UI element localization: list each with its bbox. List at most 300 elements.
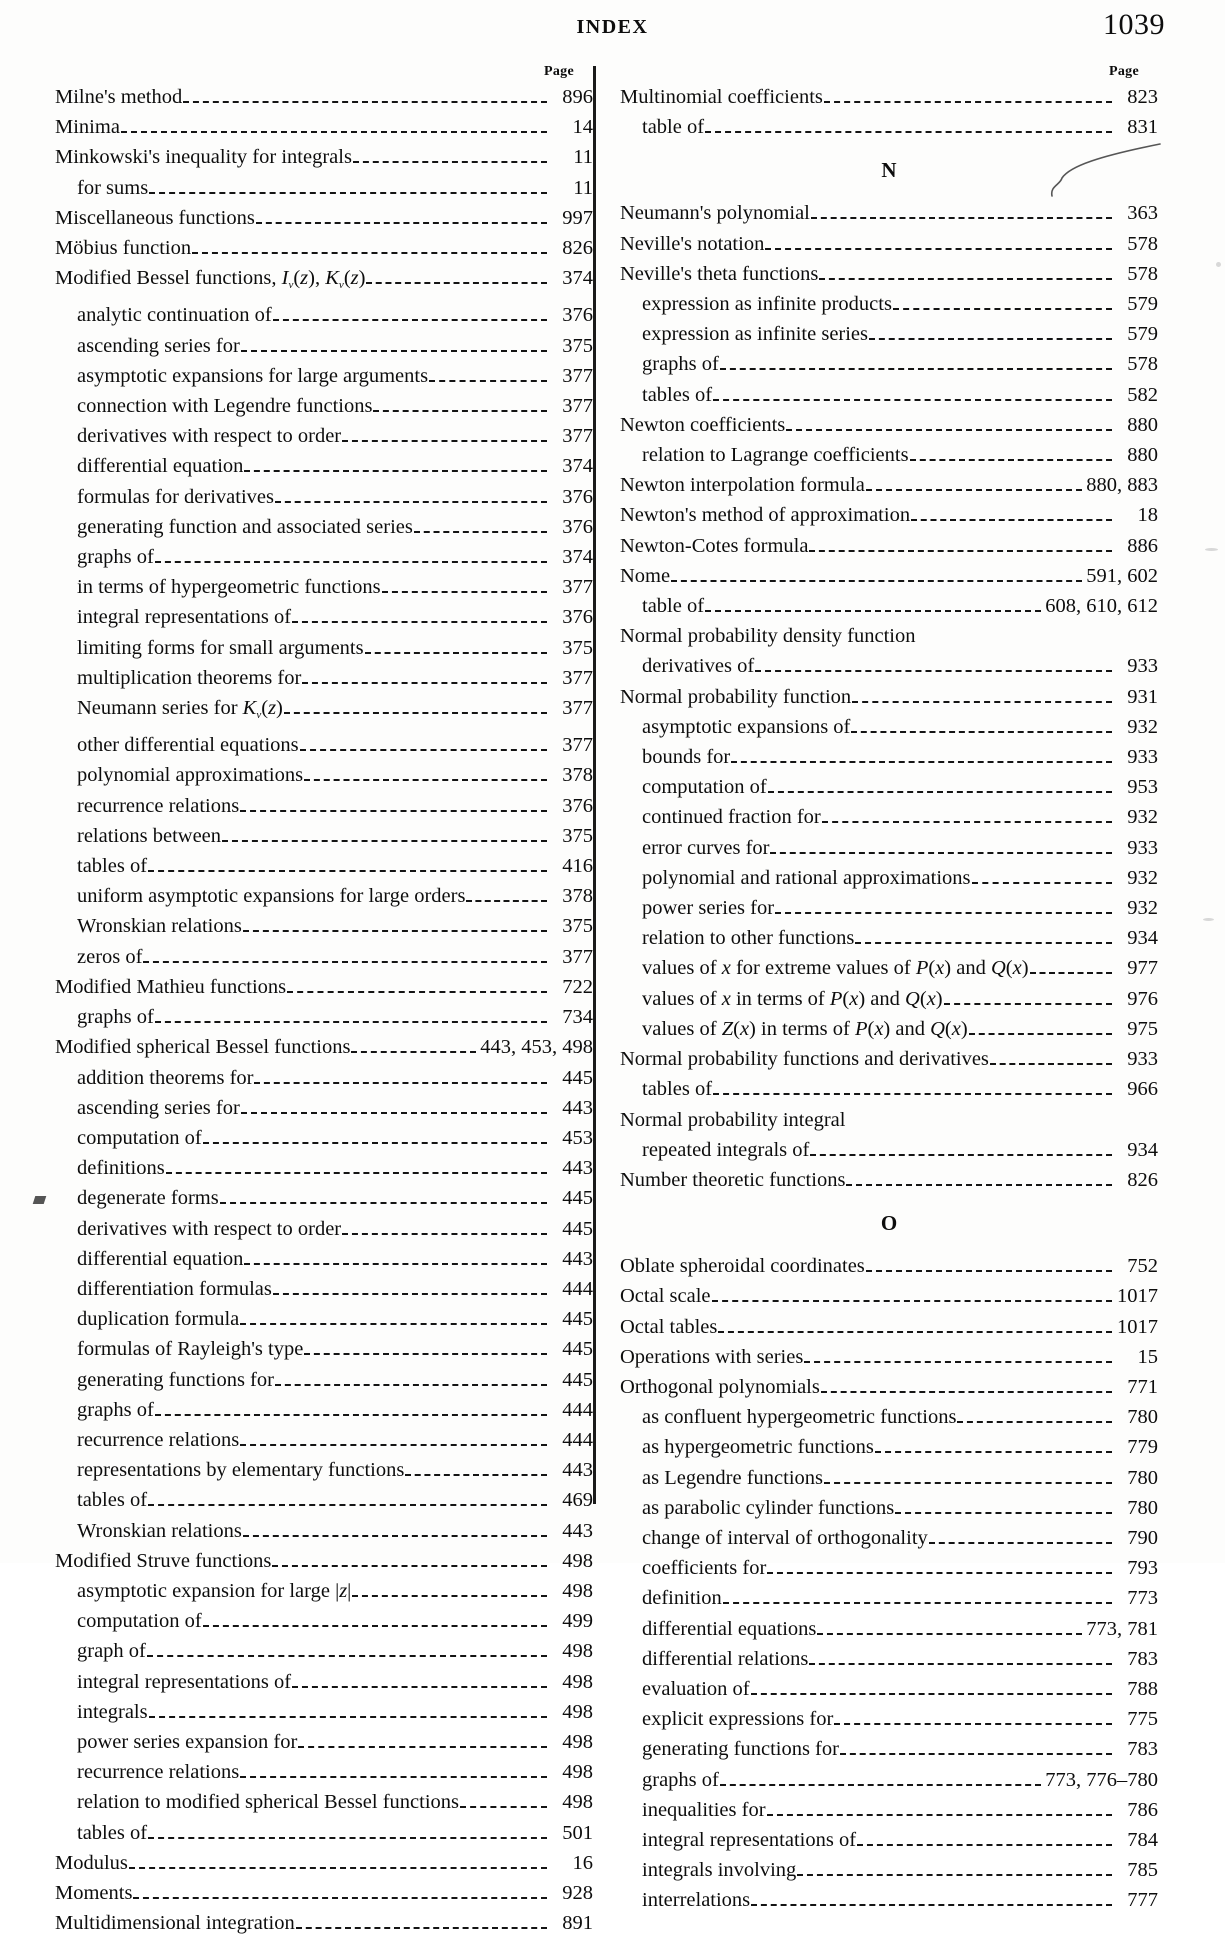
dot-leader <box>705 610 1041 612</box>
index-entry-label: tables of <box>642 383 713 406</box>
index-entry-label: derivatives with respect to order <box>77 1217 342 1240</box>
page-column-header-left <box>55 62 593 82</box>
index-entry[interactable] <box>620 1432 1158 1462</box>
index-entry-page: 377 <box>562 395 593 418</box>
index-entry[interactable] <box>620 198 1158 228</box>
section-letter-o: O <box>880 1211 898 1236</box>
index-entry-page: 823 <box>1127 86 1158 108</box>
index-entry-label: differential equation <box>77 455 244 478</box>
index-entry-label: relation to Lagrange coefficients <box>642 444 909 467</box>
index-entry[interactable] <box>55 1093 593 1123</box>
index-entry-page: 793 <box>1127 1557 1158 1580</box>
index-entry[interactable] <box>55 263 593 300</box>
dot-leader <box>460 1806 547 1808</box>
index-entry-page: 790 <box>1127 1526 1158 1549</box>
dot-leader <box>244 470 547 472</box>
index-entry-page: 780 <box>1127 1406 1158 1429</box>
dot-leader <box>768 791 1112 793</box>
index-entry-label: differential relations <box>642 1647 809 1670</box>
index-entry[interactable] <box>55 233 593 263</box>
index-entry[interactable] <box>620 1463 1158 1493</box>
index-entry-label: as hypergeometric functions <box>642 1436 874 1459</box>
dot-leader <box>203 1625 547 1627</box>
index-entries-left <box>55 82 593 1938</box>
index-entry-label: Wronskian relations <box>77 1519 242 1542</box>
index-entry-label: recurrence relations <box>77 794 240 817</box>
dot-leader <box>720 368 1112 370</box>
index-entry[interactable] <box>55 1183 593 1213</box>
index-entry[interactable] <box>55 203 593 233</box>
dot-leader <box>241 350 547 352</box>
index-entry-page: 880 <box>1127 413 1158 436</box>
index-entry-page: 896 <box>562 86 593 108</box>
dot-leader <box>910 459 1112 461</box>
index-entry[interactable] <box>55 421 593 451</box>
dot-leader <box>969 1033 1112 1035</box>
index-entry[interactable] <box>55 391 593 421</box>
index-entry[interactable] <box>620 82 1158 112</box>
dot-leader <box>287 991 547 993</box>
index-entry[interactable] <box>55 942 593 972</box>
index-entry-label: power series for <box>642 897 775 920</box>
index-entry-page: 752 <box>1127 1255 1158 1278</box>
index-entry[interactable] <box>620 289 1158 319</box>
dot-leader <box>911 519 1112 521</box>
index-entry-label: bounds for <box>642 746 731 769</box>
index-entry-page: 773 <box>1127 1587 1158 1610</box>
paper-speck <box>1203 918 1214 921</box>
index-entry[interactable] <box>55 512 593 542</box>
dot-leader <box>755 670 1112 672</box>
index-entry[interactable] <box>55 572 593 602</box>
index-entry[interactable] <box>55 173 593 203</box>
index-entry[interactable] <box>55 361 593 391</box>
index-entry[interactable] <box>55 1516 593 1546</box>
index-entry[interactable] <box>620 953 1158 983</box>
index-entry[interactable] <box>620 1553 1158 1583</box>
index-entry[interactable] <box>55 972 593 1002</box>
index-entry-page: 498 <box>562 1670 593 1693</box>
index-entry[interactable] <box>620 1372 1158 1402</box>
index-entry-label: uniform asymptotic expansions for large orders <box>77 885 466 908</box>
index-entry-label: computation of <box>642 776 767 799</box>
index-entry-label: values of x in terms of P(x) and Q(x) <box>642 987 943 1010</box>
dot-leader <box>148 1504 547 1506</box>
dot-leader <box>342 440 547 442</box>
index-entry[interactable] <box>620 1165 1158 1195</box>
index-entry[interactable] <box>620 1704 1158 1734</box>
index-entry[interactable] <box>620 1583 1158 1613</box>
dot-leader <box>712 1300 1113 1302</box>
index-entry-page: 376 <box>562 515 593 538</box>
index-entry[interactable] <box>620 712 1158 742</box>
index-entry-label: in terms of hypergeometric functions <box>77 576 381 599</box>
index-entry[interactable] <box>620 349 1158 379</box>
dot-leader <box>957 1421 1112 1423</box>
dot-leader <box>149 192 547 194</box>
index-entry[interactable] <box>55 1214 593 1244</box>
index-entry-label: tables of <box>77 1489 148 1512</box>
index-entry[interactable] <box>620 802 1158 832</box>
index-entry-page: 933 <box>1127 655 1158 678</box>
index-entry-page: 498 <box>562 1791 593 1814</box>
index-entry[interactable] <box>55 1606 593 1636</box>
dot-leader <box>809 1663 1112 1665</box>
dot-leader <box>240 810 547 812</box>
index-entry[interactable] <box>620 112 1158 142</box>
index-entry-page: 445 <box>562 1308 593 1331</box>
index-entry[interactable] <box>55 1455 593 1485</box>
index-entry[interactable] <box>55 791 593 821</box>
index-entry[interactable] <box>55 1727 593 1757</box>
index-entry-page: 377 <box>562 734 593 757</box>
index-entry[interactable] <box>55 851 593 881</box>
index-entry-label: other differential equations <box>77 734 299 757</box>
index-entry-page: 444 <box>562 1398 593 1421</box>
dot-leader <box>804 1361 1112 1363</box>
dot-leader <box>342 1233 547 1235</box>
index-entry[interactable] <box>55 300 593 330</box>
index-entry-label: polynomial and rational approximations <box>642 866 971 889</box>
index-entry-page: 18 <box>1137 504 1158 527</box>
index-entry[interactable] <box>620 863 1158 893</box>
index-entry-label: tables of <box>642 1078 713 1101</box>
index-entry[interactable] <box>55 1063 593 1093</box>
index-entry[interactable] <box>55 1334 593 1364</box>
index-entry[interactable] <box>55 693 593 730</box>
index-entry-page: 375 <box>562 915 593 938</box>
index-entry-label: ascending series for <box>77 334 240 357</box>
dot-leader <box>155 1021 547 1023</box>
index-entry[interactable] <box>620 1674 1158 1704</box>
index-entry[interactable] <box>620 319 1158 349</box>
index-entry[interactable] <box>620 440 1158 470</box>
index-entry[interactable] <box>620 470 1158 500</box>
index-entry[interactable] <box>620 1342 1158 1372</box>
index-entry[interactable] <box>55 451 593 481</box>
index-entry[interactable] <box>620 1105 1158 1135</box>
index-entry-page: 786 <box>1127 1798 1158 1821</box>
dot-leader <box>121 131 547 133</box>
index-entry-label: representations by elementary functions <box>77 1459 405 1482</box>
index-entry-page: 880 <box>1127 444 1158 467</box>
index-entry[interactable] <box>620 682 1158 712</box>
paper-speck <box>1205 548 1218 551</box>
dot-leader <box>811 217 1112 219</box>
index-entry[interactable] <box>620 1795 1158 1825</box>
index-entry[interactable] <box>620 1825 1158 1855</box>
index-entry-page: 934 <box>1127 1138 1158 1161</box>
index-entry[interactable] <box>620 1135 1158 1165</box>
index-entry[interactable] <box>55 602 593 632</box>
index-entry[interactable] <box>620 1644 1158 1674</box>
index-entry-label: ascending series for <box>77 1096 240 1119</box>
index-entry-page: 445 <box>562 1368 593 1391</box>
index-entry-label: inequalities for <box>642 1798 766 1821</box>
index-entry[interactable] <box>620 1523 1158 1553</box>
index-entry-page: 374 <box>562 546 593 569</box>
index-entry-label: formulas of Rayleigh's type <box>77 1338 304 1361</box>
index-entry[interactable] <box>620 1251 1158 1281</box>
dot-leader <box>405 1474 547 1476</box>
index-entries-right <box>620 82 1158 1916</box>
index-entry[interactable] <box>55 1425 593 1455</box>
dot-leader <box>298 1746 547 1748</box>
index-entry[interactable] <box>55 1757 593 1787</box>
index-entry-label: graphs of <box>77 1398 154 1421</box>
index-entry-page: 501 <box>562 1821 593 1844</box>
dot-leader <box>353 161 547 163</box>
index-entry-label: change of interval of orthogonality <box>642 1526 928 1549</box>
index-entry[interactable] <box>55 911 593 941</box>
index-entry[interactable] <box>55 1365 593 1395</box>
index-entry[interactable] <box>620 410 1158 440</box>
index-entry-page: 933 <box>1127 836 1158 859</box>
dot-leader <box>851 731 1112 733</box>
paper-speck <box>1216 262 1221 267</box>
index-entry[interactable] <box>55 542 593 572</box>
index-entry-page: 443 <box>562 1157 593 1180</box>
dot-leader <box>972 882 1112 884</box>
dot-leader <box>241 1112 547 1114</box>
index-entry-page: 722 <box>562 975 593 998</box>
index-entry[interactable] <box>55 633 593 663</box>
index-entry[interactable] <box>620 1312 1158 1342</box>
index-entry-label: repeated integrals of <box>642 1138 810 1161</box>
index-entry[interactable] <box>55 663 593 693</box>
index-entry[interactable] <box>55 1667 593 1697</box>
index-entry[interactable] <box>620 1493 1158 1523</box>
index-entry[interactable] <box>55 1002 593 1032</box>
index-entry[interactable] <box>620 380 1158 410</box>
index-entry-label: Neville's notation <box>620 232 765 255</box>
index-entry-label: integrals <box>77 1700 148 1723</box>
index-entry[interactable] <box>620 923 1158 953</box>
index-entry[interactable] <box>55 1304 593 1334</box>
dot-leader <box>929 1542 1112 1544</box>
dot-leader <box>822 821 1112 823</box>
index-entry-page: 469 <box>562 1489 593 1512</box>
dot-leader <box>817 1633 1082 1635</box>
index-entry-label: relations between <box>77 824 222 847</box>
index-entry[interactable] <box>620 772 1158 802</box>
index-entry-page: 377 <box>562 666 593 689</box>
dot-leader <box>155 561 547 563</box>
index-entry-page: 11 <box>573 146 593 169</box>
index-entry-page: 997 <box>562 206 593 229</box>
dot-leader <box>365 652 547 654</box>
index-entry-label: connection with Legendre functions <box>77 395 373 418</box>
index-entry[interactable] <box>55 1576 593 1606</box>
index-entry[interactable] <box>620 1044 1158 1074</box>
dot-leader <box>284 712 547 714</box>
index-entry-page: 377 <box>562 364 593 387</box>
dot-leader <box>767 1814 1112 1816</box>
index-entry[interactable] <box>55 482 593 512</box>
index-entry-label: table of <box>642 116 705 139</box>
index-entry-page: 579 <box>1127 323 1158 346</box>
index-entry-label: relation to other functions <box>642 927 855 950</box>
index-entry[interactable] <box>620 229 1158 259</box>
index-entry[interactable] <box>620 1734 1158 1764</box>
dot-leader <box>148 1837 547 1839</box>
index-entry[interactable] <box>620 531 1158 561</box>
index-entry[interactable] <box>55 1274 593 1304</box>
index-entry[interactable] <box>620 984 1158 1014</box>
dot-leader <box>671 580 1082 582</box>
index-entry-page: 377 <box>562 697 593 720</box>
index-entry-page: 928 <box>562 1881 593 1904</box>
dot-leader <box>852 701 1112 703</box>
index-entry-page: 16 <box>572 1851 593 1874</box>
index-entry[interactable] <box>620 259 1158 289</box>
index-entry[interactable] <box>620 742 1158 772</box>
index-entry[interactable] <box>620 1281 1158 1311</box>
index-entry[interactable] <box>55 1848 593 1878</box>
dot-leader <box>256 222 547 224</box>
index-entry[interactable] <box>55 1485 593 1515</box>
index-entry[interactable] <box>55 1878 593 1908</box>
index-entry-page: 891 <box>562 1912 593 1935</box>
index-entry-page: 880, 883 <box>1086 474 1158 497</box>
index-entry[interactable] <box>620 833 1158 863</box>
index-entry-page: 378 <box>562 885 593 908</box>
index-entry[interactable] <box>55 1697 593 1727</box>
index-entry[interactable] <box>620 591 1158 621</box>
index-entry[interactable] <box>55 730 593 760</box>
dot-leader <box>869 338 1112 340</box>
dot-leader <box>203 1142 547 1144</box>
index-entry[interactable] <box>55 1818 593 1848</box>
index-entry[interactable] <box>55 1395 593 1425</box>
index-entry[interactable] <box>55 1123 593 1153</box>
index-entry-page: 376 <box>562 304 593 327</box>
index-entry[interactable] <box>55 331 593 361</box>
index-entry-page: 444 <box>562 1428 593 1451</box>
index-entry-page: 773, 781 <box>1086 1617 1158 1640</box>
index-entry-page: 443 <box>562 1096 593 1119</box>
dot-leader <box>148 870 547 872</box>
index-entry-page: 1017 <box>1117 1315 1158 1338</box>
index-entry-page: 498 <box>562 1640 593 1663</box>
dot-leader <box>129 1867 547 1869</box>
index-entry-page: 376 <box>562 485 593 508</box>
dot-leader <box>155 1414 547 1416</box>
index-entry-page: 932 <box>1127 897 1158 920</box>
index-entry-page: 445 <box>562 1338 593 1361</box>
index-entry[interactable] <box>620 893 1158 923</box>
dot-leader <box>866 489 1082 491</box>
index-entry[interactable] <box>620 1855 1158 1885</box>
dot-leader <box>855 942 1112 944</box>
index-entry[interactable] <box>55 760 593 790</box>
column-divider-rule <box>593 66 596 1504</box>
index-entry-label: as parabolic cylinder functions <box>642 1496 895 1519</box>
index-entry[interactable] <box>55 82 593 112</box>
index-entry-page: 375 <box>562 636 593 659</box>
index-entry[interactable] <box>55 821 593 851</box>
index-entry[interactable] <box>55 1153 593 1183</box>
index-entry[interactable] <box>55 881 593 911</box>
index-entry-page: 498 <box>562 1700 593 1723</box>
index-entry[interactable] <box>620 1074 1158 1104</box>
index-entry-page: 443 <box>562 1519 593 1542</box>
dot-leader <box>824 101 1112 103</box>
index-entry[interactable] <box>620 1614 1158 1644</box>
index-entry[interactable] <box>620 500 1158 530</box>
dot-leader <box>1030 972 1112 974</box>
index-entry-label: zeros of <box>77 945 143 968</box>
index-entry[interactable] <box>55 1546 593 1576</box>
index-entry-page: 375 <box>562 334 593 357</box>
dot-leader <box>243 930 547 932</box>
index-entry-page: 376 <box>562 794 593 817</box>
dot-leader <box>866 1270 1112 1272</box>
index-entry[interactable] <box>55 112 593 142</box>
index-entry-page: 784 <box>1127 1828 1158 1851</box>
index-entry-page: 734 <box>562 1006 593 1029</box>
index-entry[interactable] <box>620 621 1158 651</box>
index-entry-label: tables of <box>77 855 148 878</box>
index-entry-label: Miscellaneous functions <box>55 206 255 229</box>
index-entry[interactable] <box>55 1787 593 1817</box>
dot-leader <box>273 319 547 321</box>
index-entry-page: 783 <box>1127 1647 1158 1670</box>
dot-leader <box>875 1451 1112 1453</box>
index-entry-label: graphs of <box>77 1006 154 1029</box>
index-entry[interactable] <box>620 561 1158 591</box>
page-label-left: Page <box>544 64 574 79</box>
index-entry-label: Normal probability functions and derivatives <box>620 1048 989 1071</box>
index-entry-label: derivatives with respect to order <box>77 425 342 448</box>
dot-leader <box>723 1602 1112 1604</box>
index-entry-label: Neumann's polynomial <box>620 202 810 225</box>
dot-leader <box>846 1184 1112 1186</box>
dot-leader <box>254 1082 547 1084</box>
index-entry-label: Newton-Cotes formula <box>620 534 809 557</box>
index-entry[interactable] <box>55 1908 593 1938</box>
index-entry[interactable] <box>620 1765 1158 1795</box>
index-entry-page: 498 <box>562 1761 593 1784</box>
dot-leader <box>775 912 1112 914</box>
index-entry[interactable] <box>620 1885 1158 1915</box>
dot-leader <box>292 1686 547 1688</box>
index-entry-label: limiting forms for small arguments <box>77 636 364 659</box>
index-entry-label: integral representations of <box>77 606 292 629</box>
page-number: 1039 <box>1103 8 1165 41</box>
index-entry-label: as Legendre functions <box>642 1466 824 1489</box>
index-entry[interactable] <box>620 1014 1158 1044</box>
index-entry[interactable] <box>55 1244 593 1274</box>
index-entry[interactable] <box>55 1636 593 1666</box>
dot-leader <box>705 131 1112 133</box>
dot-leader <box>720 1784 1041 1786</box>
index-entry-label: definitions <box>77 1157 165 1180</box>
index-entry-label: values of x for extreme values of P(x) and Q(x) <box>642 957 1029 980</box>
index-entry[interactable] <box>55 1032 593 1062</box>
index-entry-page: 377 <box>562 576 593 599</box>
index-entry[interactable] <box>55 142 593 172</box>
index-entry[interactable] <box>620 1402 1158 1432</box>
index-entry-label: evaluation of <box>642 1677 750 1700</box>
index-entry[interactable] <box>620 651 1158 681</box>
index-entry-page: 374 <box>562 267 593 290</box>
index-entry-page: 831 <box>1127 116 1158 139</box>
index-entry-page: 363 <box>1127 202 1158 225</box>
index-entry-page: 498 <box>562 1579 593 1602</box>
index-entry-label: degenerate forms <box>77 1187 219 1210</box>
dot-leader <box>240 1323 547 1325</box>
